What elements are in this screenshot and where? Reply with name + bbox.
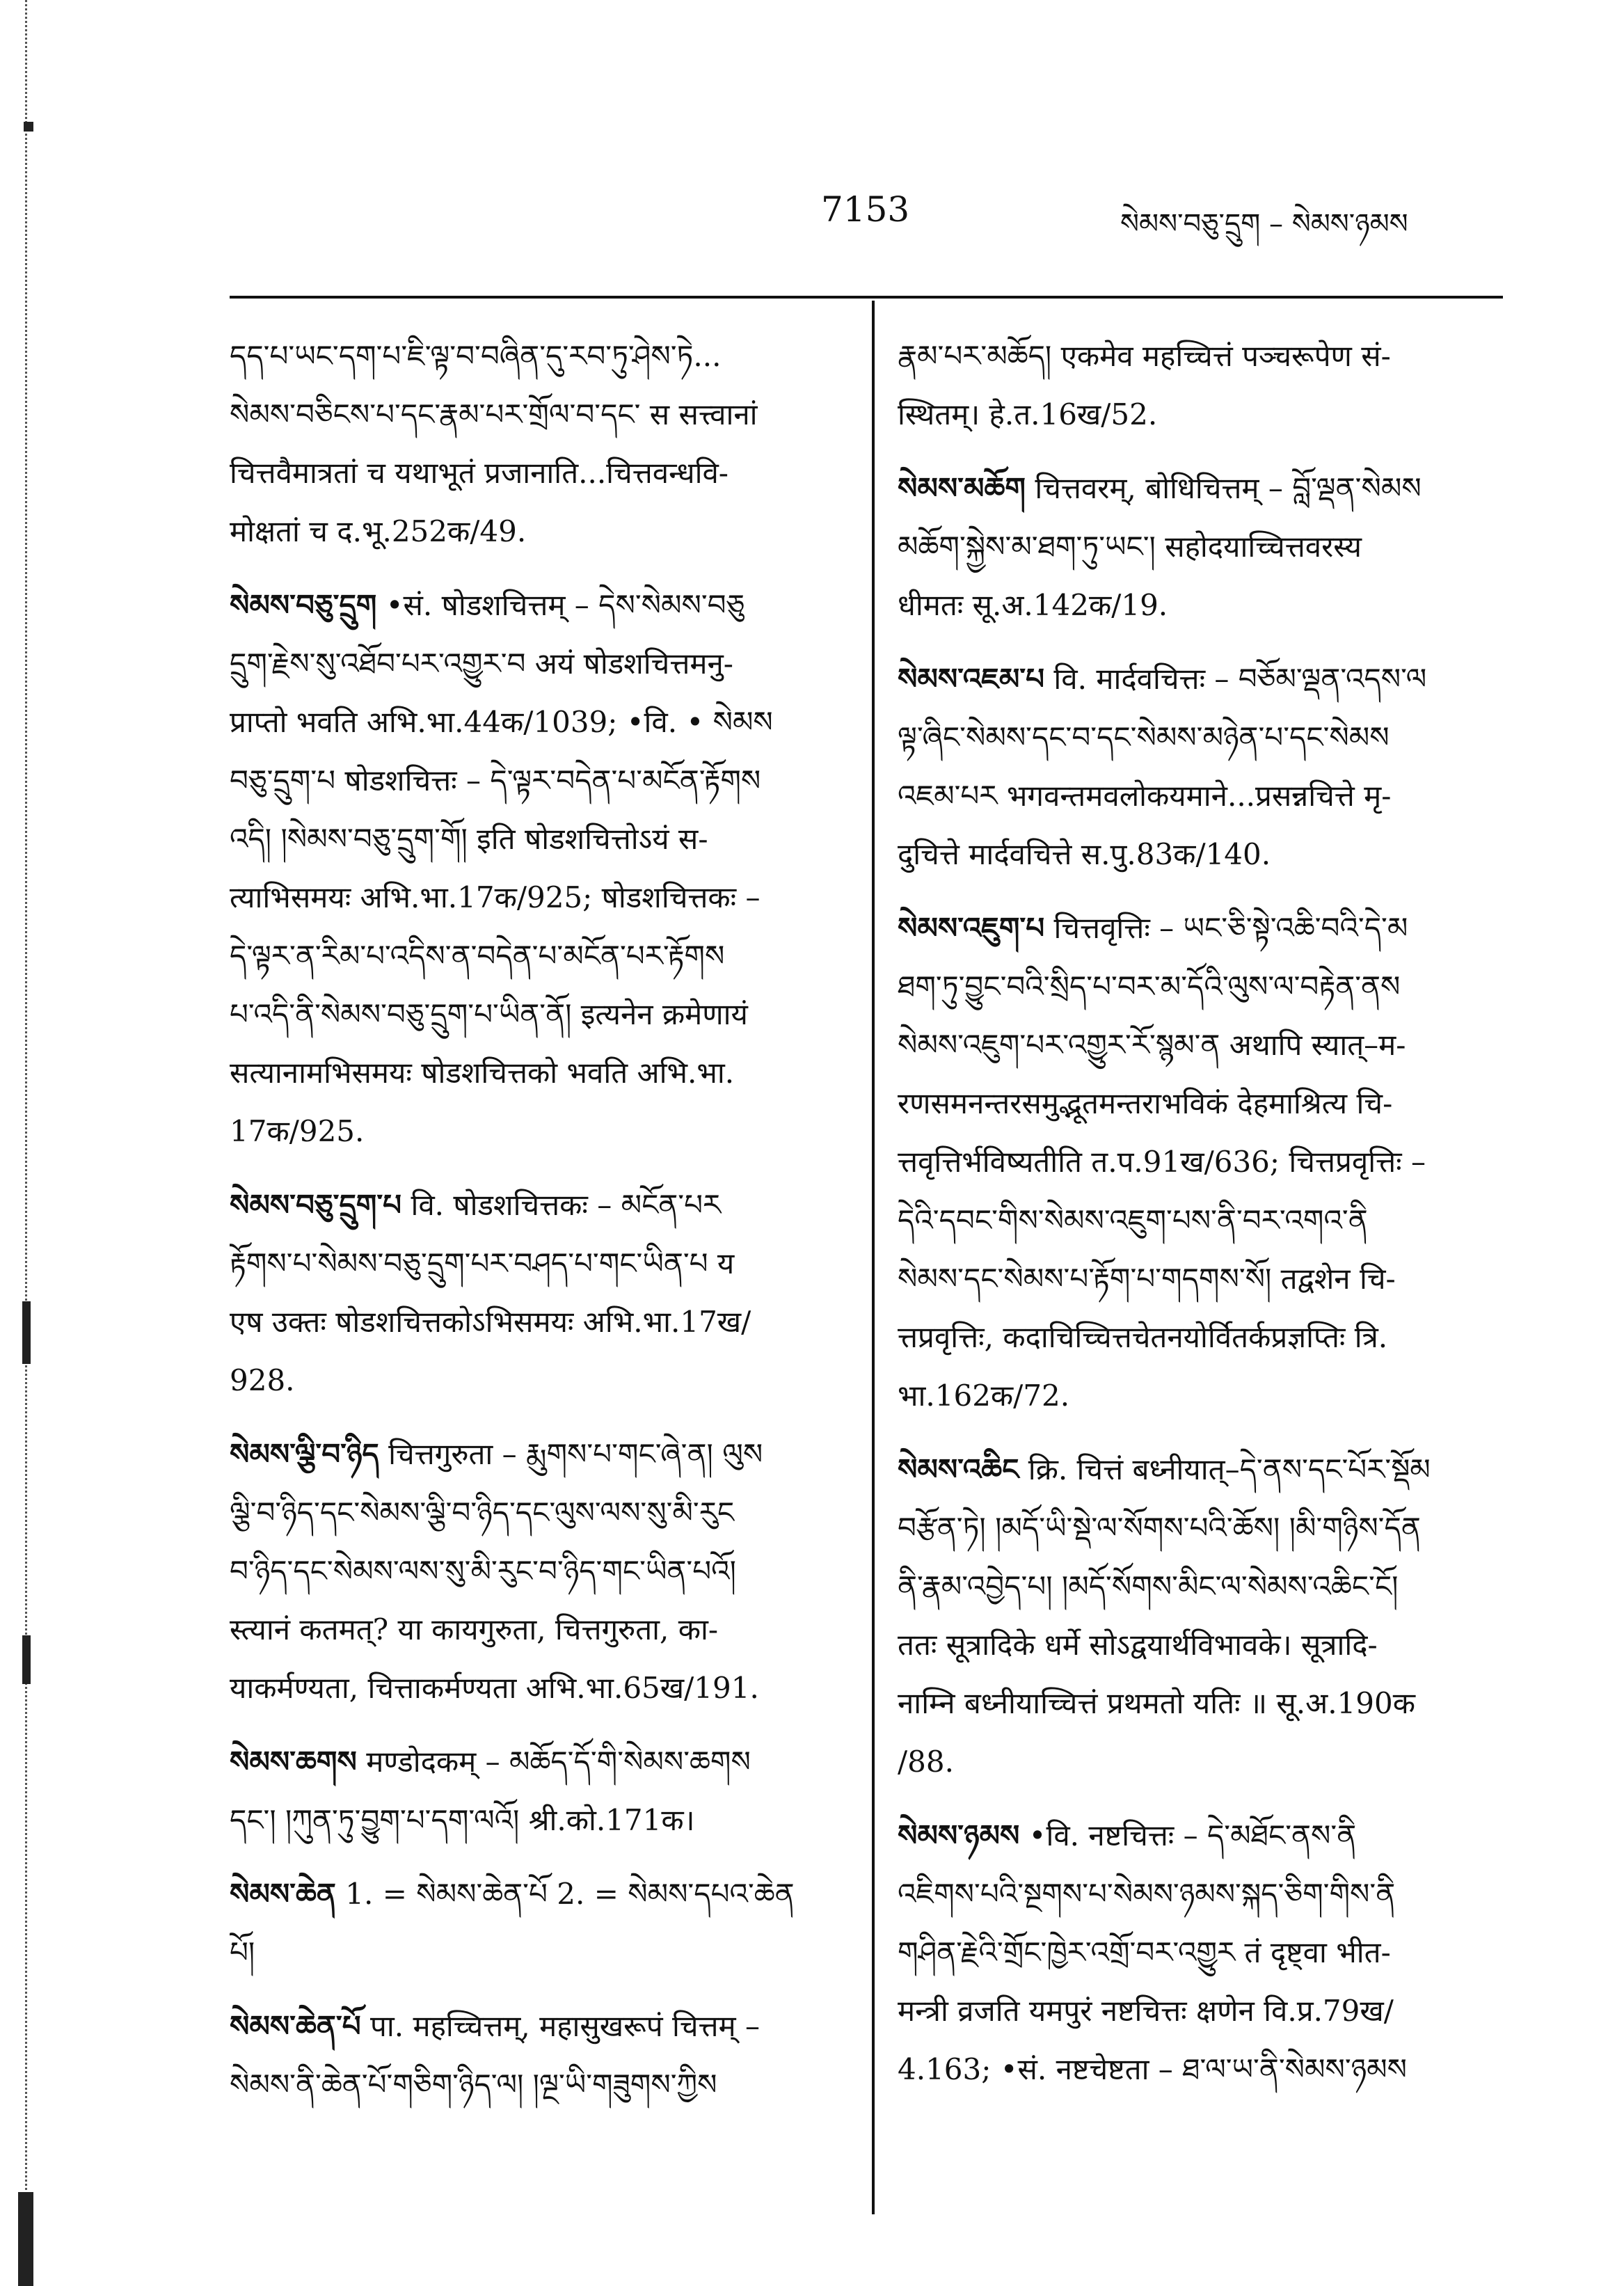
entry-line [898, 1133, 1510, 1191]
entry-line [230, 693, 849, 752]
entry-line [898, 1367, 1510, 1425]
entry-text: त्याभिसमयः अभि.भा.17क/925; षोडशचित्तकः – [230, 880, 761, 914]
entry-line [898, 2040, 1510, 2099]
entry-line [230, 1176, 849, 1235]
entry-text: འཇིགས་པའི་སྔགས་པ་སེམས་ཉམས་སྐད་ཅིག་གིས་ནི [898, 1877, 1396, 1911]
entry-text: བ་ཉིད་དང་སེམས་ལས་སུ་མི་རུང་བ་ཉིད་གང་ཡིན་པའོ། [230, 1554, 736, 1588]
entry-line [898, 1982, 1510, 2040]
entry-text: ཐག་ཏུ་བྱུང་བའི་སྲིད་པ་བར་མ་དོའི་ལུས་ལ་བརྟེན་ནས [898, 969, 1401, 1003]
entry-text: དེའི་དབང་གིས་སེམས་འཇུག་པས་ནི་བར་འགའ་ནི [898, 1203, 1368, 1237]
entry-text: भा.162क/72. [898, 1379, 1070, 1413]
entry-headword: སེམས་འཇུག་པ [898, 911, 1045, 945]
entry-line [898, 1865, 1510, 1923]
entry-text: एष उक्तः षोडशचित्तकोऽभिसमयः अभि.भा.17ख/ [230, 1305, 751, 1339]
entry-headword: སེམས་བཅུ་དྲུག་པ [230, 1188, 402, 1222]
entry-text: འཇམ་པར भगवन्तमवलोकयमाने...प्रसन्नचित्ते मृ- [898, 779, 1392, 813]
entry-line [230, 576, 849, 635]
entry-text: ལྕི་བ་ཉིད་དང་སེམས་ལྕི་བ་ཉིད་དང་ལུས་ལས་སུ་མི་རུང [230, 1495, 735, 1530]
dictionary-entry [898, 459, 1510, 635]
entry-text: 928. [230, 1363, 295, 1397]
entry-line [230, 386, 849, 444]
entry-line [898, 576, 1510, 635]
entry-text: वि. षोडशचित्तकः – མངོན་པར [411, 1188, 722, 1222]
entry-text: འདི། །སེམས་བཅུ་དྲུག་གོ། इति षोडशचित्तोऽयं स- [230, 822, 708, 856]
scan-mark [22, 1635, 31, 1684]
entry-line [230, 502, 849, 561]
entry-line [230, 1044, 849, 1102]
entry-line [230, 1484, 849, 1542]
entry-line [230, 1659, 849, 1717]
entry-text: རྣམ་པར་མཆོད། एकमेव महच्चित्तं पञ्चरूपेण सं- [898, 339, 1391, 373]
entry-line [230, 444, 849, 502]
column-divider [872, 301, 875, 2214]
entry-line [230, 985, 849, 1044]
entry-text: ནི་རྣམ་འབྱེད་པ། །མདོ་སོགས་མིང་ལ་སེམས་འཆིང་ངོ། [898, 1569, 1399, 1603]
entry-line [230, 327, 849, 386]
entry-line [230, 1923, 849, 1982]
entry-text: स्त्यानं कतमत्? या कायगुरुता, चित्तगुरुता, का- [230, 1612, 719, 1646]
entry-line [898, 1308, 1510, 1367]
entry-line [898, 1733, 1510, 1791]
entry-line [230, 1351, 849, 1410]
entry-text: དྲུག་རྗེས་སུ་འཐོབ་པར་འགྱུར་བ अयं षोडशचित्तमनु- [230, 646, 733, 681]
entry-text: चित्तवरम्, बोधिचित्तम् – བློ་ལྡན་སེམས [1035, 471, 1422, 505]
entry-text: བརྩོན་ཏེ། །མདོ་ཡི་སྡེ་ལ་སོགས་པའི་ཆོས། །མི་གཉིས་དོན [898, 1511, 1421, 1545]
entry-text: བཅུ་དྲུག་པ षोडशचित्तः – དེ་ལྟར་བདེན་པ་མངོན་རྟོགས [230, 763, 761, 797]
entry-text: 4.163; •सं. नष्टचेष्टता – ཐ་ལ་ཡ་ནི་སེམས་ཉམས [898, 2052, 1407, 2086]
header-rule [230, 296, 1503, 299]
entry-line [898, 459, 1510, 518]
entry-text: རྟོགས་པ་སེམས་བཅུ་དྲུག་པར་བཤད་པ་གང་ཡིན་པ य [230, 1246, 735, 1280]
page-number: 7153 [821, 189, 910, 230]
entry-text: སེམས་དང་སེམས་པ་རྟོག་པ་གདགས་སོ། तद्वशेन चि- [898, 1262, 1396, 1296]
entry-line [230, 1293, 849, 1351]
entry-text: སེམས་ནི་ཆེན་པོ་གཅིག་ཉིད་ལ། །ལྔ་ཡི་གཟུགས་ཀྱིས [230, 2067, 717, 2102]
entry-line [230, 1733, 849, 1791]
entry-line [898, 1923, 1510, 1982]
dictionary-entry [230, 1425, 849, 1717]
entry-line [230, 2056, 849, 2114]
dictionary-entry [898, 899, 1510, 1425]
entry-line [898, 1074, 1510, 1133]
entry-headword: སེམས་ཆགས [230, 1745, 357, 1779]
entry-line [898, 1250, 1510, 1308]
entry-line [230, 1601, 849, 1659]
entry-text: དེ་ལྟར་ན་རིམ་པ་འདིས་ན་བདེན་པ་མངོན་པར་རྟོགས [230, 939, 725, 973]
entry-text: •वि. नष्टचित्तः – དེ་མཐོང་ནས་ནི [1028, 1818, 1357, 1852]
entry-line [898, 1499, 1510, 1557]
entry-text: त्तवृत्तिर्भविष्यतीति त.प.91ख/636; चित्तप्रवृत्तिः – [898, 1145, 1426, 1179]
entry-text: सत्यानामभिसमयः षोडशचित्तको भवति अभि.भा. [230, 1056, 735, 1090]
entry-line [898, 1016, 1510, 1074]
entry-headword: སེམས་མཆོག [898, 471, 1026, 505]
entry-line [898, 327, 1510, 386]
entry-line [230, 1997, 849, 2056]
entry-line [898, 708, 1510, 767]
entry-line [898, 1674, 1510, 1733]
entry-headword: སེམས་ཉམས [898, 1818, 1020, 1852]
entry-text: སེམས་བཅིངས་པ་དང་རྣམ་པར་གྲོལ་བ་དང་ स सत्त्वानां [230, 397, 758, 431]
entry-text: པ་འདི་ནི་སེམས་བཅུ་དྲུག་པ་ཡིན་ནོ། इत्यनेन क्रमेणायं [230, 997, 748, 1031]
dictionary-entry [898, 327, 1510, 444]
entry-text: धीमतः सू.अ.142क/19. [898, 588, 1168, 622]
dictionary-entry [230, 1733, 849, 1850]
entry-text: रणसमनन्तरसमुद्भूतमन्तराभविकं देहमाश्रित्य चि- [898, 1086, 1393, 1120]
entry-text: त्तप्रवृत्तिः, कदाचिच्चित्तचेतनयोर्वितर्कप्रज्ञप्तिः त्रि. [898, 1320, 1388, 1354]
entry-text: གཤིན་རྗེའི་གྲོང་ཁྱེར་འགྲོ་བར་འགྱུར तं दृष्ट्वा भीत- [898, 1935, 1391, 1969]
entry-text: 1. = སེམས་ཆེན་པོ 2. = སེམས་དཔའ་ཆེན [345, 1877, 795, 1911]
entry-line [230, 1235, 849, 1293]
dictionary-entry [898, 650, 1510, 884]
dictionary-entry [230, 1865, 849, 1982]
scan-mark [24, 122, 33, 132]
entry-text: याकर्मण्यता, चित्ताकर्मण्यता अभि.भा.65ख/191. [230, 1671, 759, 1705]
entry-headword: སེམས་ཆེན [230, 1877, 336, 1911]
entry-line [898, 825, 1510, 884]
dictionary-entry [898, 1807, 1510, 2099]
entry-line [230, 635, 849, 693]
entry-text: དད་པ་ཡང་དག་པ་ཇི་ལྟ་བ་བཞིན་དུ་རབ་ཏུ་ཤེས་ཏེ... [230, 339, 722, 373]
entry-text: पा. महच्चित्तम्, महासुखरूपं चित्तम् – [370, 2009, 761, 2043]
entry-text: 17क/925. [230, 1114, 365, 1148]
entry-line [898, 1440, 1510, 1499]
entry-text: मोक्षतां च द.भू.252क/49. [230, 514, 527, 548]
entry-headword: སེམས་ལྕི་བ་ཉིད [230, 1437, 379, 1471]
entry-text: नाम्नि बध्नीयाच्चित्तं प्रथमतो यतिः ॥ सू.अ.190क [898, 1686, 1415, 1720]
dictionary-entry [230, 576, 849, 1161]
entry-text: दुचित्ते मार्दवचित्ते स.पु.83क/140. [898, 837, 1271, 871]
entry-line [898, 1807, 1510, 1865]
entry-line [898, 650, 1510, 708]
entry-text: क्रि. चित्तं बध्नीयात्–དེ་ནས་དང་པོར་སྡོམ [1028, 1452, 1431, 1486]
running-head: སེམས་བཅུ་དྲུག – སེམས་ཉམས [1120, 208, 1408, 240]
entry-text: चित्तगुरुता – རྨུགས་པ་གང་ཞེ་ན། ལུས [388, 1437, 763, 1471]
entry-line [898, 899, 1510, 958]
entry-text: चित्तवृत्तिः – ཡང་ཅི་སྟེ་འཆི་བའི་དེ་མ [1053, 911, 1408, 945]
entry-line [898, 767, 1510, 825]
entry-headword: སེམས་འཆིང [898, 1452, 1019, 1486]
entry-line [230, 1542, 849, 1601]
entry-line [230, 1791, 849, 1850]
entry-line [230, 927, 849, 985]
left-column [230, 327, 849, 2129]
entry-text: མཆོག་སྐྱེས་མ་ཐག་ཏུ་ཡང་། सहोदयाच्चित्तवरस्य [898, 530, 1362, 564]
entry-line [898, 1557, 1510, 1616]
entry-text: मण्डोदकम् – མཆོད་དོ་གི་སེམས་ཆགས [366, 1745, 751, 1779]
entry-line [230, 1102, 849, 1161]
entry-text: ततः सूत्रादिके धर्मे सोऽद्वयार्थविभावके। सूत्रादि- [898, 1628, 1378, 1662]
entry-text: चित्तवैमात्रतां च यथाभूतं प्रजानाति...चित्तवन्धवि- [230, 456, 729, 490]
entry-text: ལྟ་ཞིང་སེམས་དང་བ་དང་སེམས་མཉེན་པ་དང་སེམས [898, 720, 1390, 754]
entry-line [898, 1616, 1510, 1674]
entry-line [898, 958, 1510, 1016]
entry-text: སེམས་འཇུག་པར་འགྱུར་རོ་སྙམ་ན अथापि स्यात्–म- [898, 1028, 1406, 1062]
dictionary-entry [230, 1997, 849, 2114]
entry-line [230, 752, 849, 810]
entry-line [230, 1425, 849, 1484]
entry-headword: སེམས་ཆེན་པོ [230, 2009, 361, 2043]
entry-line [230, 868, 849, 927]
entry-text: •सं. षोडशचित्तम् – དེས་སེམས་བཅུ [385, 588, 745, 622]
entry-text: वि. मार्दवचित्तः – བཅོམ་ལྡན་འདས་ལ [1053, 662, 1427, 696]
dictionary-entry [898, 1440, 1510, 1791]
entry-line [898, 1191, 1510, 1250]
entry-headword: སེམས་བཅུ་དྲུག [230, 588, 377, 622]
entry-text: /88. [898, 1745, 954, 1779]
scan-edge [0, 0, 27, 2286]
dictionary-entry [230, 327, 849, 561]
entry-text: मन्त्री व्रजति यमपुरं नष्टचित्तः क्षणेन वि.प्र.79ख/ [898, 1994, 1394, 2028]
dictionary-entry [230, 1176, 849, 1410]
entry-text: प्राप्तो भवति अभि.भा.44क/1039; •वि. • སེམས [230, 705, 773, 739]
right-column [898, 327, 1510, 2114]
entry-line [230, 1865, 849, 1923]
entry-text: པོ། [230, 1935, 255, 1969]
scan-mark [22, 1301, 31, 1364]
entry-text: དང་། །ཀུན་ཏུ་བྱུག་པ་དག་ལའོ། श्री.को.171क। [230, 1803, 695, 1837]
entry-headword: སེམས་འཇམ་པ [898, 662, 1045, 696]
scan-mark [18, 2192, 33, 2286]
entry-line [230, 810, 849, 868]
entry-text: स्थितम्। हे.त.16ख/52. [898, 397, 1158, 431]
entry-line [898, 386, 1510, 444]
entry-line [898, 518, 1510, 576]
